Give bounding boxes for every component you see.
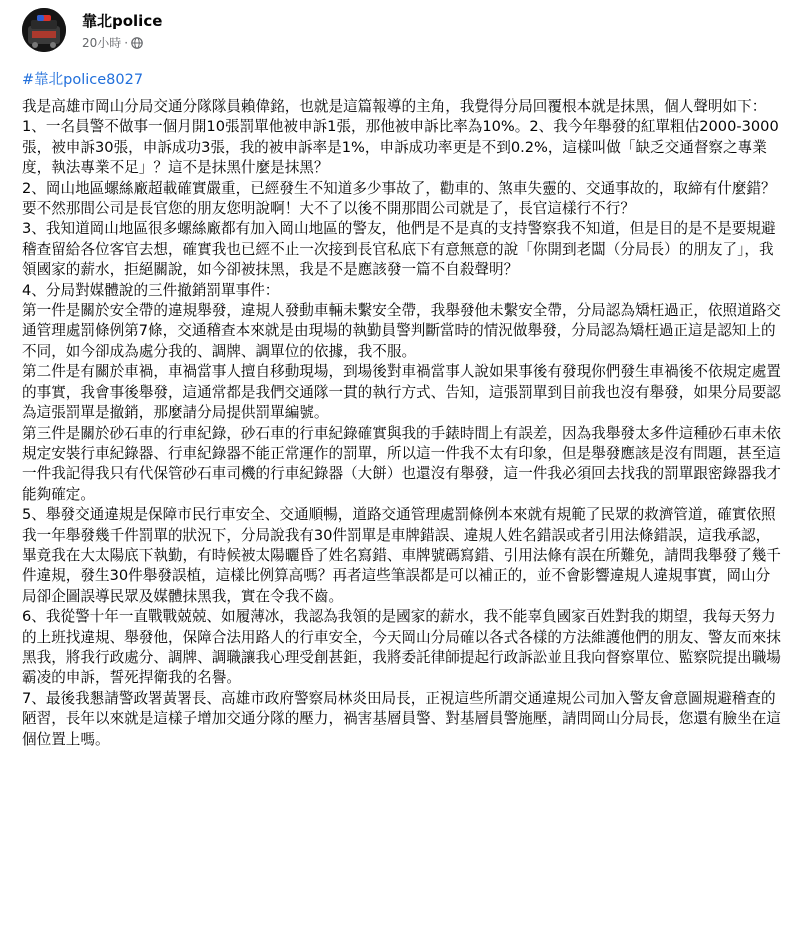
post-paragraph: 5、舉發交通違規是保障市民行車安全、交通順暢，道路交通管理處罰條例本來就有規範了民眾的救濟管道，確實依照我一年舉發幾千件罰單的狀況下，分局說我有30件罰單是車牌錯誤、違規人姓名錯誤或者引用法條錯誤，這我承認，畢竟我在大太陽底下執勤，有時候被太陽曬昏了姓名寫錯、車牌號碼寫錯、引用法條有誤在所難免，請問我舉發了幾千件違規，發生30件舉發誤植，這樣比例算高嗎？再者這些筆誤都是可以補正的，並不會影響違規人違規事實，岡山分局卻企圖誤導民眾及媒體抹黑我，實在令我不齒。 <box>22 506 781 605</box>
post-time[interactable]: 20小時 <box>82 36 122 50</box>
post-paragraph: 4、分局對媒體說的三件撤銷罰單事件： <box>22 281 280 299</box>
post-paragraph: 第三件是關於砂石車的行車紀錄，砂石車的行車紀錄確實與我的手錶時間上有誤差，因為我舉發太多件這種砂石車未依規定安裝行車紀錄器、行車紀錄器不能正常運作的罰單，所以這一件我不太有印象，但是舉發應該是沒有問題，甚至這一件我記得我只有代保管砂石車司機的行車紀錄器（大餅）也還沒有舉發，這一件我必須回去找我的罰單跟密錄器我才能夠確定。 <box>22 424 781 503</box>
post-paragraph: 第一件是關於安全帶的違規舉發，違規人發動車輛未繫安全帶，我舉發他未繫安全帶，分局認為矯枉過正，依照道路交通管理處罰條例第7條，交通稽查本來就是由現場的執勤員警判斷當時的情況做舉發，分局認為矯枉過正這是認知上的不同，如今卻成為處分我的、調牌、調單位的依據，我不服。 <box>22 302 781 360</box>
post-paragraph: 3、我知道岡山地區很多螺絲廠都有加入岡山地區的警友，他們是不是真的支持警察我不知道，但是目的是不是要規避稽查留給各位客官去想，確實我也已經不止一次接到長官私底下有意無意的說「你開到老闆（分局長）的朋友了」，我領國家的薪水，拒絕關說，如今卻被抹黑，我是不是應該發一篇不自殺聲明？ <box>22 220 776 279</box>
post-paragraph: 7、最後我懇請警政署黃署長、高雄市政府警察局林炎田局長，正視這些所謂交通違規公司加入警友會意圖規避稽查的陋習，長年以來就是這樣子增加交通分隊的壓力，禍害基層員警、對基層員警施壓，請問岡山分局長，您還有臉坐在這個位置上嗎。 <box>22 689 781 748</box>
post-paragraph: 2、岡山地區螺絲廠超載確實嚴重，已經發生不知道多少事故了，勸車的、煞車失靈的、交通事故的，取締有什麼錯？要不然那間公司是長官您的朋友您明說啊！大不了以後不開那間公司就是了，長官這樣行不行？ <box>22 179 776 218</box>
avatar[interactable] <box>22 8 66 52</box>
post-paragraph: 第二件是有關於車禍，車禍當事人擅自移動現場，到場後對車禍當事人說如果事後有發現你們發生車禍後不依規定處置的事實，我會事後舉發，這通常都是我們交通隊一貫的執行方式、告知，這張罰單到目前我也沒有舉發，如果分局要認為這張罰單是撤銷，那麼請分局提供罰單編號。 <box>22 363 781 422</box>
post-body <box>22 97 782 750</box>
author-name[interactable]: 靠北police <box>82 12 163 30</box>
post-meta <box>82 34 143 51</box>
globe-icon <box>131 37 143 49</box>
meta-separator: · <box>124 35 129 50</box>
police-logo-icon <box>22 8 66 52</box>
post-paragraph: 1、一名員警不做事一個月開10張罰單他被申訴1張，那他被申訴比率為10%。2、我今年舉發的紅單粗估2000-3000張，被申訴30張，申訴成功3張，我的被申訴率是1%，申訴成功率更是不到0.2%，這樣叫做「缺乏交通督察之專業度，執法專業不足」？這不是抹黑什麼是抹黑？ <box>22 118 779 177</box>
post-paragraph: 我是高雄市岡山分局交通分隊隊員賴偉銘，也就是這篇報導的主角，我覺得分局回覆根本就是抹黑，個人聲明如下： <box>22 98 767 115</box>
post-paragraph: 6、我從警十年一直戰戰兢兢、如履薄冰，我認為我領的是國家的薪水，我不能辜負國家百姓對我的期望，我每天努力的上班找違規、舉發他，保障合法用路人的行車安全，今天岡山分局確以各式各樣的方法維護他們的朋友、警友而來抹黑我，將我行政處分、調牌、調職讓我心理受創甚鉅，我將委託律師提起行政訴訟並且我向督察單位、監察院提出職場霸凌的申訴，誓死捍衛我的名譽。 <box>22 608 781 687</box>
hashtag-link[interactable]: #靠北police8027 <box>22 72 144 88</box>
